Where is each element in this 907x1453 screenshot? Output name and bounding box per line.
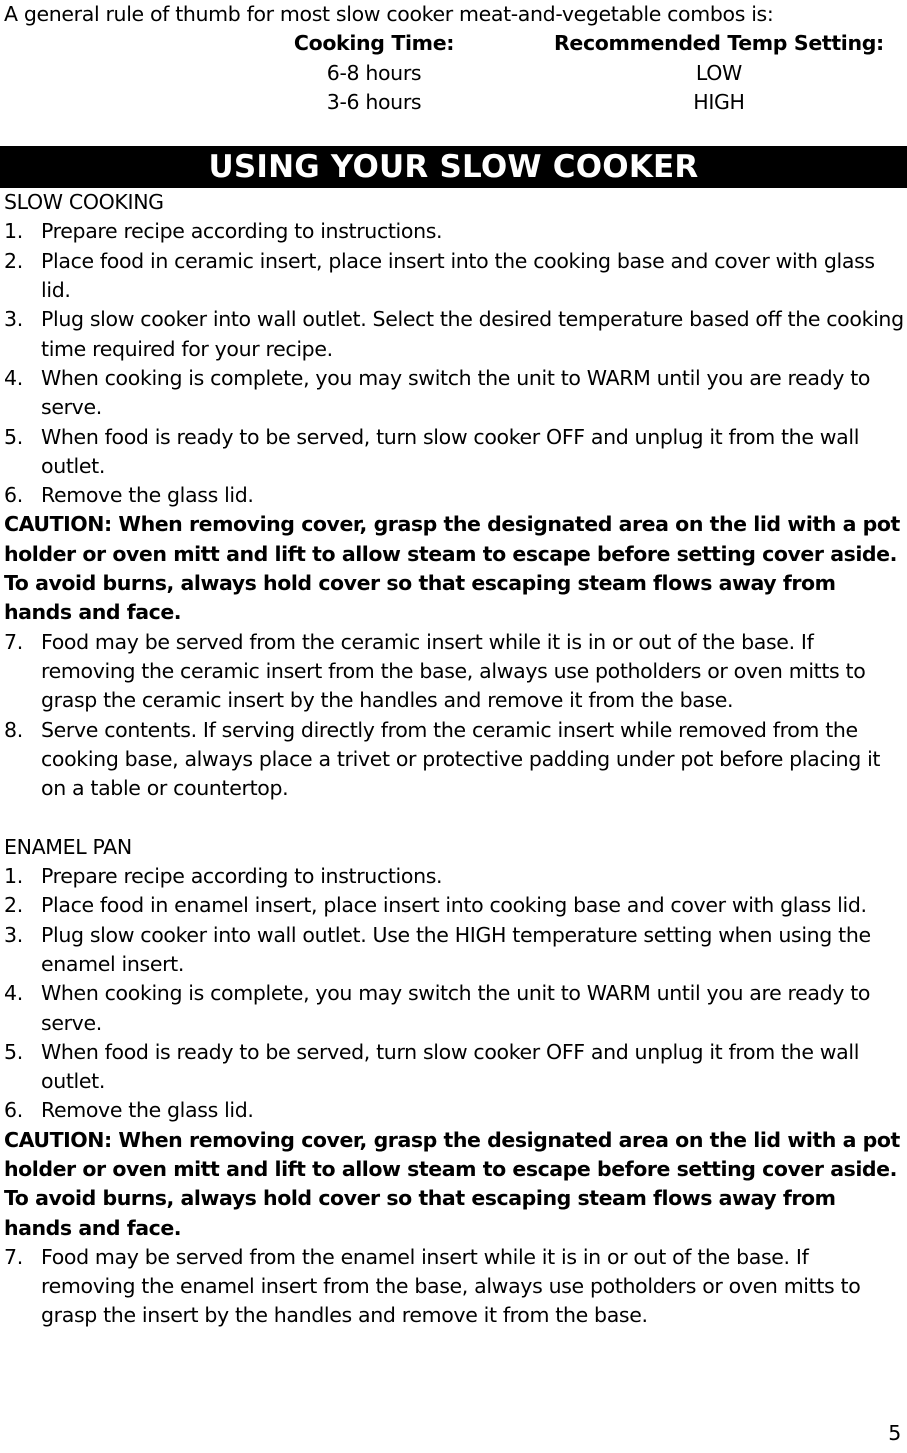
step-number: 1. [4, 864, 23, 889]
slow-cooking-title: SLOW COOKING [4, 190, 164, 215]
slow-cooking-steps-continued [4, 628, 904, 804]
step-text: When food is ready to be served, turn slow cooker OFF and unplug it from the wall outlet. [41, 1039, 860, 1094]
step-text: Place food in enamel insert, place insert into cooking base and cover with glass lid. [41, 893, 867, 918]
step-number: 8. [4, 717, 23, 742]
manual-page [4, 0, 904, 1331]
cooking-time-cell: 6-8 hours [326, 60, 422, 85]
temp-setting-table [4, 29, 884, 117]
step-number: 4. [4, 365, 23, 390]
table-row [4, 88, 884, 117]
list-item [4, 862, 904, 891]
list-item [4, 305, 904, 364]
step-number: 3. [4, 307, 23, 332]
table-header-row [4, 29, 884, 58]
step-text: Plug slow cooker into wall outlet. Select the desired temperature based off the cooking time required for your recipe. [41, 307, 904, 361]
step-text: When cooking is complete, you may switch the unit to WARM until you are ready to serve. [41, 365, 871, 420]
step-number: 2. [4, 248, 23, 273]
temp-setting-cell: HIGH [693, 89, 745, 114]
step-number: 1. [4, 219, 23, 244]
list-item [4, 1038, 904, 1097]
step-number: 7. [4, 629, 23, 654]
step-text: Prepare recipe according to instructions. [41, 219, 443, 244]
list-item [4, 628, 904, 716]
section-banner: USING YOUR SLOW COOKER [0, 146, 907, 188]
temp-setting-header: Recommended Temp Setting: [554, 31, 884, 56]
step-text: Food may be served from the ceramic insert while it is in or out of the base. If removing the ceramic insert from the base, always use potholders or oven mitts to grasp the ceramic insert by the handles and remove it from the base. [41, 629, 866, 713]
list-item [4, 891, 904, 920]
step-text: Food may be served from the enamel insert while it is in or out of the base. If removing the enamel insert from the base, always use potholders or oven mitts to grasp the insert by the handles and remove it from the base. [41, 1244, 861, 1328]
step-number: 2. [4, 893, 23, 918]
list-item [4, 364, 904, 423]
temp-setting-cell: LOW [695, 60, 742, 85]
list-item [4, 716, 904, 804]
list-item [4, 1096, 904, 1125]
list-item [4, 247, 904, 306]
step-number: 5. [4, 424, 23, 449]
list-item [4, 921, 904, 980]
enamel-pan-title: ENAMEL PAN [4, 834, 132, 859]
slow-cooking-steps [4, 217, 904, 510]
list-item [4, 217, 904, 246]
step-number: 6. [4, 1098, 23, 1123]
step-text: Serve contents. If serving directly from the ceramic insert while removed from the cooking base, always place a trivet or protective padding under pot before placing it on a table or countertop. [41, 717, 881, 801]
step-number: 3. [4, 922, 23, 947]
list-item [4, 481, 904, 510]
list-item [4, 1243, 904, 1331]
enamel-pan-steps-continued [4, 1243, 904, 1331]
caution-text: CAUTION: When removing cover, grasp the designated area on the lid with a pot holder or oven mitt and lift to allow steam to escape before setting cover aside. To avoid burns, always hold cover so that escaping steam flows away from hands and face. [4, 512, 900, 625]
intro-text: A general rule of thumb for most slow cooker meat-and-vegetable combos is: [4, 2, 774, 26]
table-row [4, 59, 884, 88]
step-number: 7. [4, 1244, 23, 1269]
page-number: 5 [888, 1421, 901, 1445]
step-text: Prepare recipe according to instructions. [41, 864, 443, 889]
step-text: When food is ready to be served, turn slow cooker OFF and unplug it from the wall outlet. [41, 424, 860, 478]
step-number: 6. [4, 483, 23, 508]
step-text: Remove the glass lid. [41, 483, 254, 508]
step-text: When cooking is complete, you may switch the unit to WARM until you are ready to serve. [41, 981, 871, 1035]
cooking-time-cell: 3-6 hours [326, 89, 422, 114]
caution-text: CAUTION: When removing cover, grasp the designated area on the lid with a pot holder or oven mitt and lift to allow steam to escape before setting cover aside. To avoid burns, always hold cover so that escaping steam flows away from hands and face. [4, 1127, 900, 1240]
enamel-pan-steps [4, 862, 904, 1126]
list-item [4, 423, 904, 482]
section-spacer [4, 803, 904, 832]
cooking-time-header: Cooking Time: [293, 31, 455, 56]
step-number: 5. [4, 1039, 23, 1064]
step-text: Plug slow cooker into wall outlet. Use the HIGH temperature setting when using the enamel insert. [41, 922, 871, 976]
list-item [4, 979, 904, 1038]
step-number: 4. [4, 981, 23, 1006]
step-text: Place food in ceramic insert, place insert into the cooking base and cover with glass lid. [41, 248, 875, 303]
step-text: Remove the glass lid. [41, 1098, 254, 1123]
